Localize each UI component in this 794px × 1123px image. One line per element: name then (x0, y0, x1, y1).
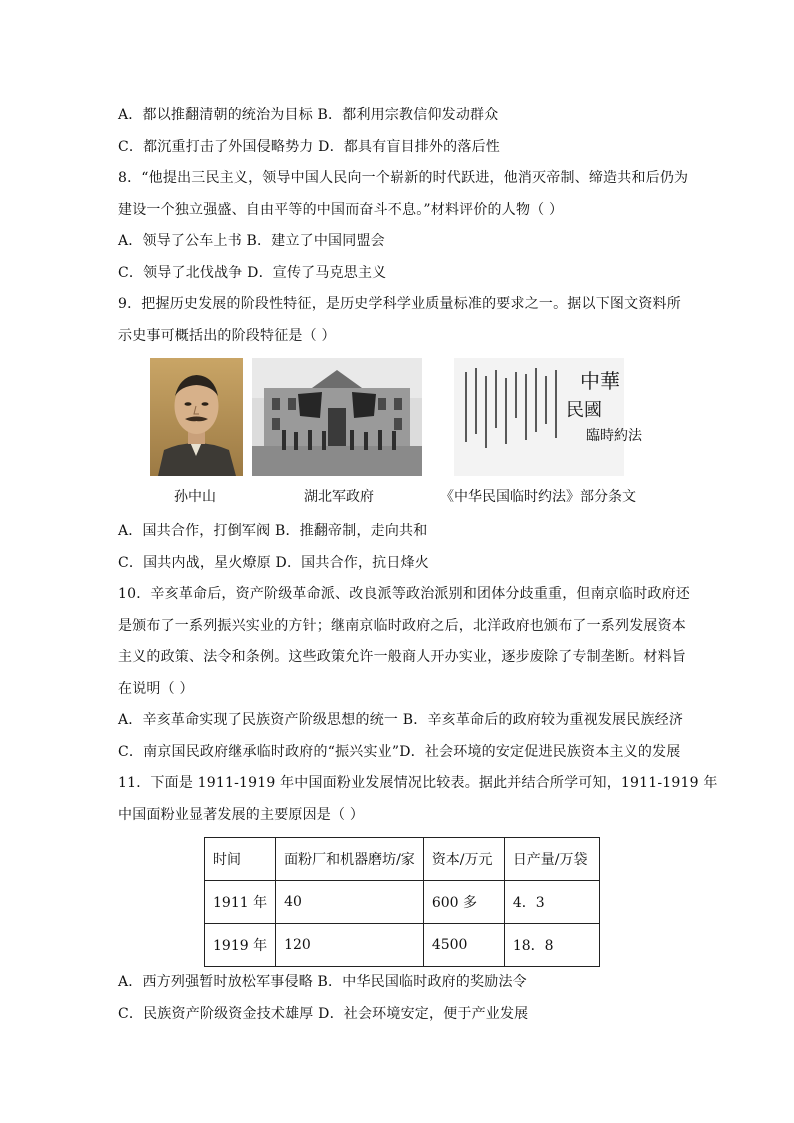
q8-stem-line-2: 建设一个独立强盛、自由平等的中国而奋斗不息。”材料评价的人物（ ） (118, 201, 564, 218)
table-header-row (205, 838, 600, 881)
q10-stem-line-3: 主义的政策、法令和条例。这些政策允许一般商人开办实业，逐步废除了专制垄断。材料旨 (118, 649, 686, 665)
q8-options-line-1: A．领导了公车上书 B．建立了中国同盟会 (118, 233, 385, 249)
q7-options-line-2: C．都沉重打击了外国侵略势力 D．都具有盲目排外的落后性 (118, 138, 500, 155)
table-cell: 40 (276, 881, 424, 924)
flour-industry-table (204, 837, 600, 967)
table-header-cell: 时间 (205, 838, 276, 881)
q9-options-line-2: C．国共内战，星火燎原 D．国共合作，抗日烽火 (118, 554, 429, 571)
exam-page (118, 100, 718, 1030)
doc-title-minguo: 民國 (566, 400, 602, 421)
table-cell: 4．3 (504, 881, 599, 924)
q10-stem-line-2: 是颁布了一系列振兴实业的方针；继南京临时政府之后，北洋政府也颁布了一系列发展资本 (118, 617, 686, 634)
table-cell: 120 (276, 924, 424, 967)
table-header-cell: 日产量/万袋 (504, 838, 599, 881)
q9-options-line-1: A．国共合作，打倒军阀 B．推翻帝制，走向共和 (118, 523, 428, 539)
q10-options-line-2: C．南京国民政府继承临时政府的“振兴实业”D．社会环境的安定促进民族资本主义的发展 (118, 743, 681, 760)
provisional-constitution-document-image (454, 358, 642, 480)
table-cell: 1919 年 (205, 924, 276, 967)
table-cell: 1911 年 (205, 881, 276, 924)
table-header-cell: 面粉厂和机器磨坊/家 (276, 838, 424, 881)
table-cell: 4500 (423, 924, 504, 967)
q11-options-line-2: C．民族资产阶级资金技术雄厚 D．社会环境安定，便于产业发展 (118, 1005, 529, 1022)
q9-stem-line-1: 9．把握历史发展的阶段性特征，是历史学科学业质量标准的要求之一。据以下图文资料所 (118, 296, 681, 312)
q11-stem-line-2: 中国面粉业显著发展的主要原因是（ ） (118, 806, 365, 823)
doc-title-zhonghua: 中華 (580, 369, 620, 393)
q9-figures (118, 358, 678, 516)
table-cell: 600 多 (423, 881, 504, 924)
sun-yat-sen-photo (150, 358, 243, 480)
q8-options-line-2: C．领导了北伐战争 D．宣传了马克思主义 (118, 264, 387, 281)
hubei-military-government-photo (252, 358, 422, 480)
q7-options-line-1: A．都以推翻清朝的统治为目标 B．都利用宗教信仰发动群众 (118, 107, 499, 123)
table-row (205, 924, 600, 967)
q11-options-line-1: A．西方列强暂时放松军事侵略 B．中华民国临时政府的奖励法令 (118, 974, 527, 990)
caption-sun-yat-sen: 孙中山 (174, 489, 216, 505)
q9-stem-line-2: 示史事可概括出的阶段特征是（ ） (118, 327, 336, 344)
q10-stem-line-4: 在说明（ ） (118, 680, 194, 697)
table-cell: 18．8 (504, 924, 599, 967)
table-row (205, 881, 600, 924)
table-header-cell: 资本/万元 (423, 838, 504, 881)
caption-hubei-military-government: 湖北军政府 (304, 489, 374, 505)
doc-title-linshiyuefa: 臨時約法 (586, 428, 642, 444)
q8-stem-line-1: 8．“他提出三民主义，领导中国人民向一个崭新的时代跃进，他消灭帝制、缔造共和后仍为 (118, 170, 689, 186)
caption-provisional-constitution: 《中华民国临时约法》部分条文 (440, 489, 636, 505)
q10-options-line-1: A．辛亥革命实现了民族资产阶级思想的统一 B．辛亥革命后的政府较为重视发展民族经济 (118, 712, 684, 728)
q10-stem-line-1: 10．辛亥革命后，资产阶级革命派、改良派等政治派别和团体分歧重重，但南京临时政府还 (118, 586, 691, 602)
q11-stem-line-1: 11．下面是 1911-1919 年中国面粉业发展情况比较表。据此并结合所学可知，1911-1919 年 (118, 775, 718, 791)
